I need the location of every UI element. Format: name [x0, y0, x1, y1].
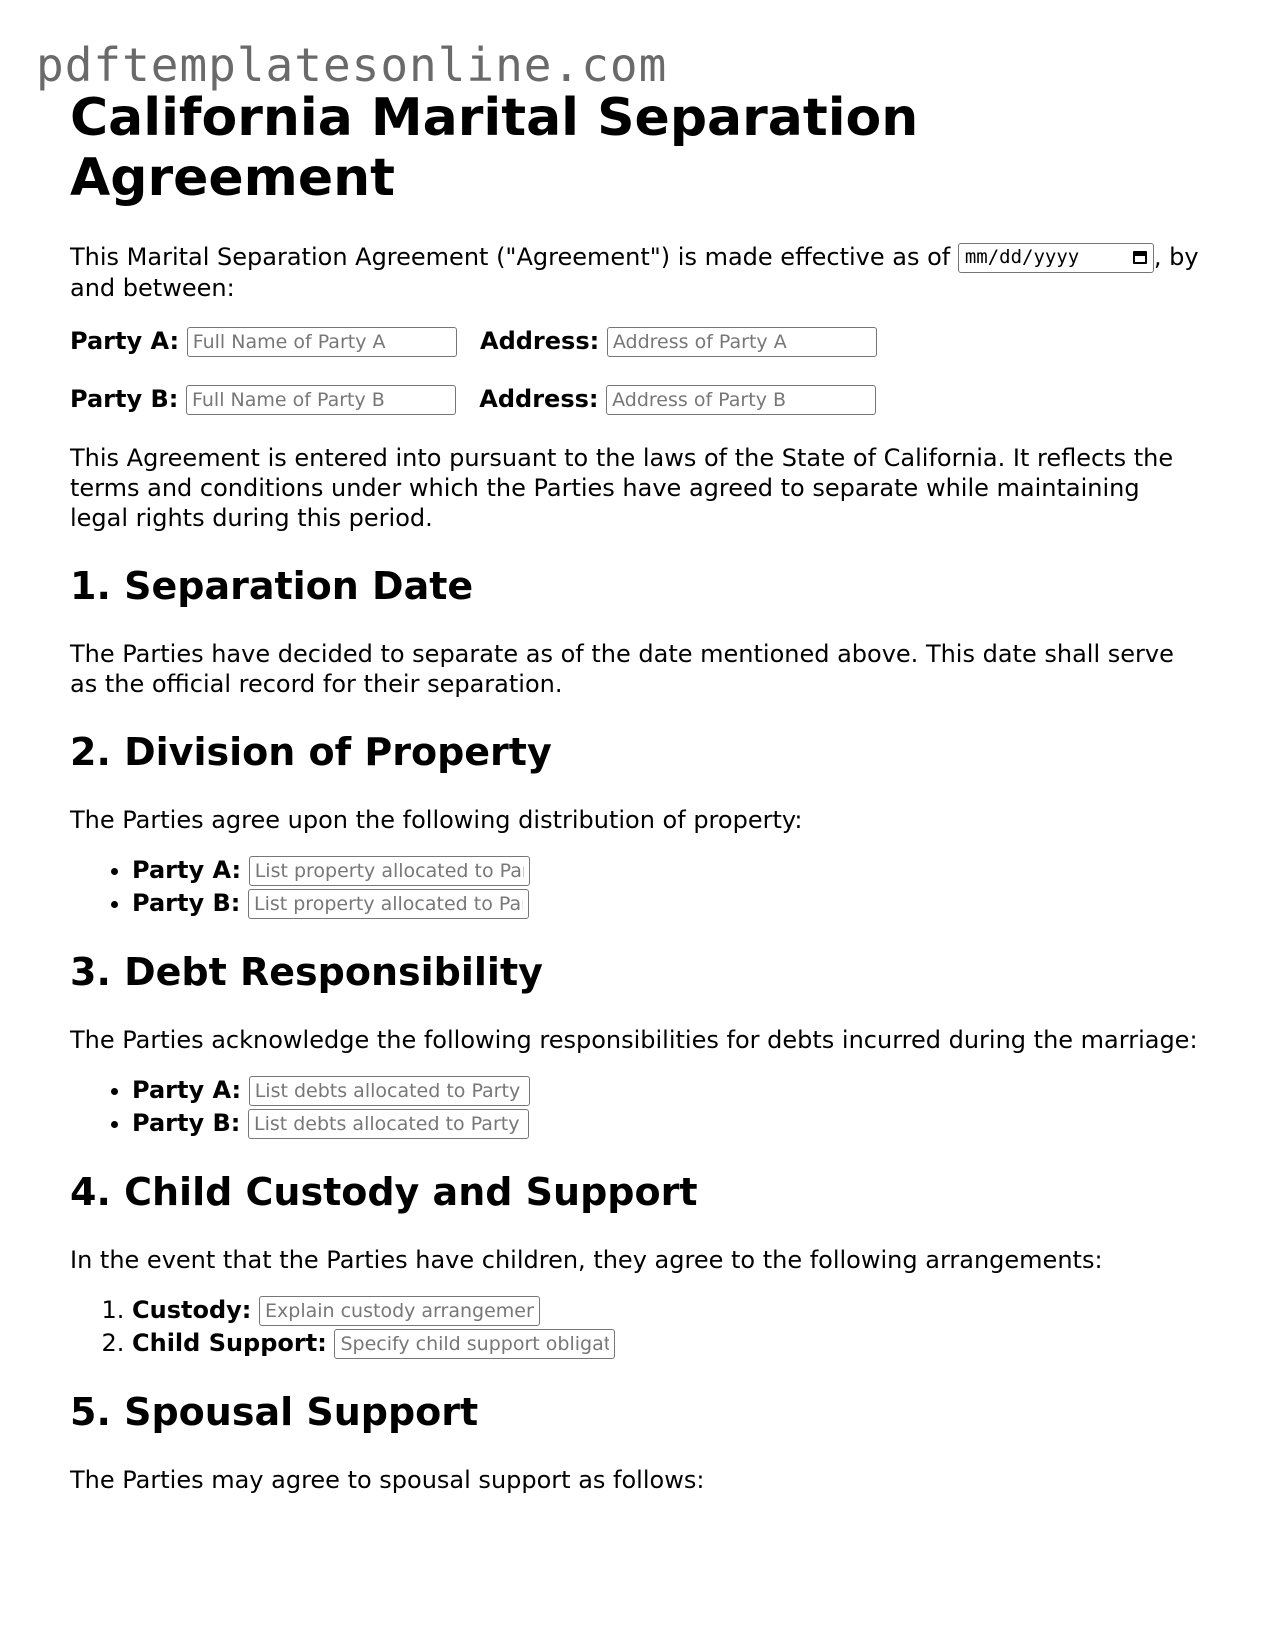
section-text: The Parties agree upon the following distribution of property: — [70, 806, 803, 834]
intro-text-after: , by and between: — [70, 243, 1199, 302]
item-label: Custody: — [132, 1296, 252, 1324]
section-spousal-support — [70, 1389, 1200, 1495]
list-item — [132, 1108, 1200, 1139]
intro-paragraph — [70, 242, 1200, 303]
effective-date-input[interactable] — [958, 243, 1154, 273]
custody-input[interactable] — [259, 1296, 540, 1326]
preamble-paragraph: This Agreement is entered into pursuant to the laws of the State of California. It reflects the terms and conditions under which the Parties have agreed to separate while maintaining legal rights during this period. — [70, 444, 1174, 532]
party-b-name-input[interactable] — [186, 385, 456, 415]
section-debt-responsibility — [70, 949, 1200, 1139]
property-party-b-input[interactable] — [248, 889, 529, 919]
property-list — [70, 855, 1200, 919]
list-item — [132, 1328, 1200, 1359]
party-b-address-input[interactable] — [606, 385, 876, 415]
debt-party-b-input[interactable] — [248, 1109, 529, 1139]
debt-party-a-input[interactable] — [249, 1076, 530, 1106]
party-a-address-label: Address: — [480, 327, 600, 355]
section-heading: 4. Child Custody and Support — [70, 1170, 698, 1214]
child-support-input[interactable] — [334, 1329, 615, 1359]
agreement-document — [70, 88, 1200, 1525]
section-text: The Parties acknowledge the following responsibilities for debts incurred during the marriage: — [70, 1026, 1198, 1054]
date-placeholder: mm/dd/yyyy — [964, 246, 1080, 268]
section-heading: 2. Division of Property — [70, 730, 552, 774]
section-text: The Parties have decided to separate as of the date mentioned above. This date shall serve as the official record for their separation. — [70, 640, 1174, 698]
party-a-name-input[interactable] — [187, 327, 457, 357]
section-heading: 5. Spousal Support — [70, 1390, 479, 1434]
property-party-a-input[interactable] — [249, 856, 530, 886]
debt-list — [70, 1075, 1200, 1139]
party-a-label: Party A: — [70, 327, 180, 355]
party-b-label: Party B: — [70, 385, 179, 413]
item-label: Party A: — [132, 856, 242, 884]
list-item — [132, 888, 1200, 919]
section-heading: 3. Debt Responsibility — [70, 950, 543, 994]
item-label: Party B: — [132, 889, 241, 917]
section-division-of-property — [70, 729, 1200, 919]
page-title: California Marital Separation Agreement — [70, 88, 919, 208]
party-b-row — [70, 381, 1200, 417]
list-item — [132, 1075, 1200, 1106]
item-label: Child Support: — [132, 1329, 327, 1357]
custody-list — [70, 1295, 1200, 1359]
calendar-icon[interactable] — [1133, 251, 1147, 264]
party-b-address-label: Address: — [479, 385, 599, 413]
section-text: In the event that the Parties have children, they agree to the following arrangements: — [70, 1246, 1103, 1274]
intro-text-before: This Marital Separation Agreement ("Agreement") is made effective as of — [70, 243, 958, 271]
watermark: pdftemplatesonline.com — [36, 38, 668, 92]
list-item — [132, 855, 1200, 886]
section-text: The Parties may agree to spousal support as follows: — [70, 1466, 705, 1494]
list-item — [132, 1295, 1200, 1326]
party-a-row — [70, 323, 1200, 359]
section-child-custody — [70, 1169, 1200, 1359]
section-heading: 1. Separation Date — [70, 564, 474, 608]
section-separation-date — [70, 563, 1200, 699]
item-label: Party B: — [132, 1109, 241, 1137]
party-a-address-input[interactable] — [607, 327, 877, 357]
item-label: Party A: — [132, 1076, 242, 1104]
